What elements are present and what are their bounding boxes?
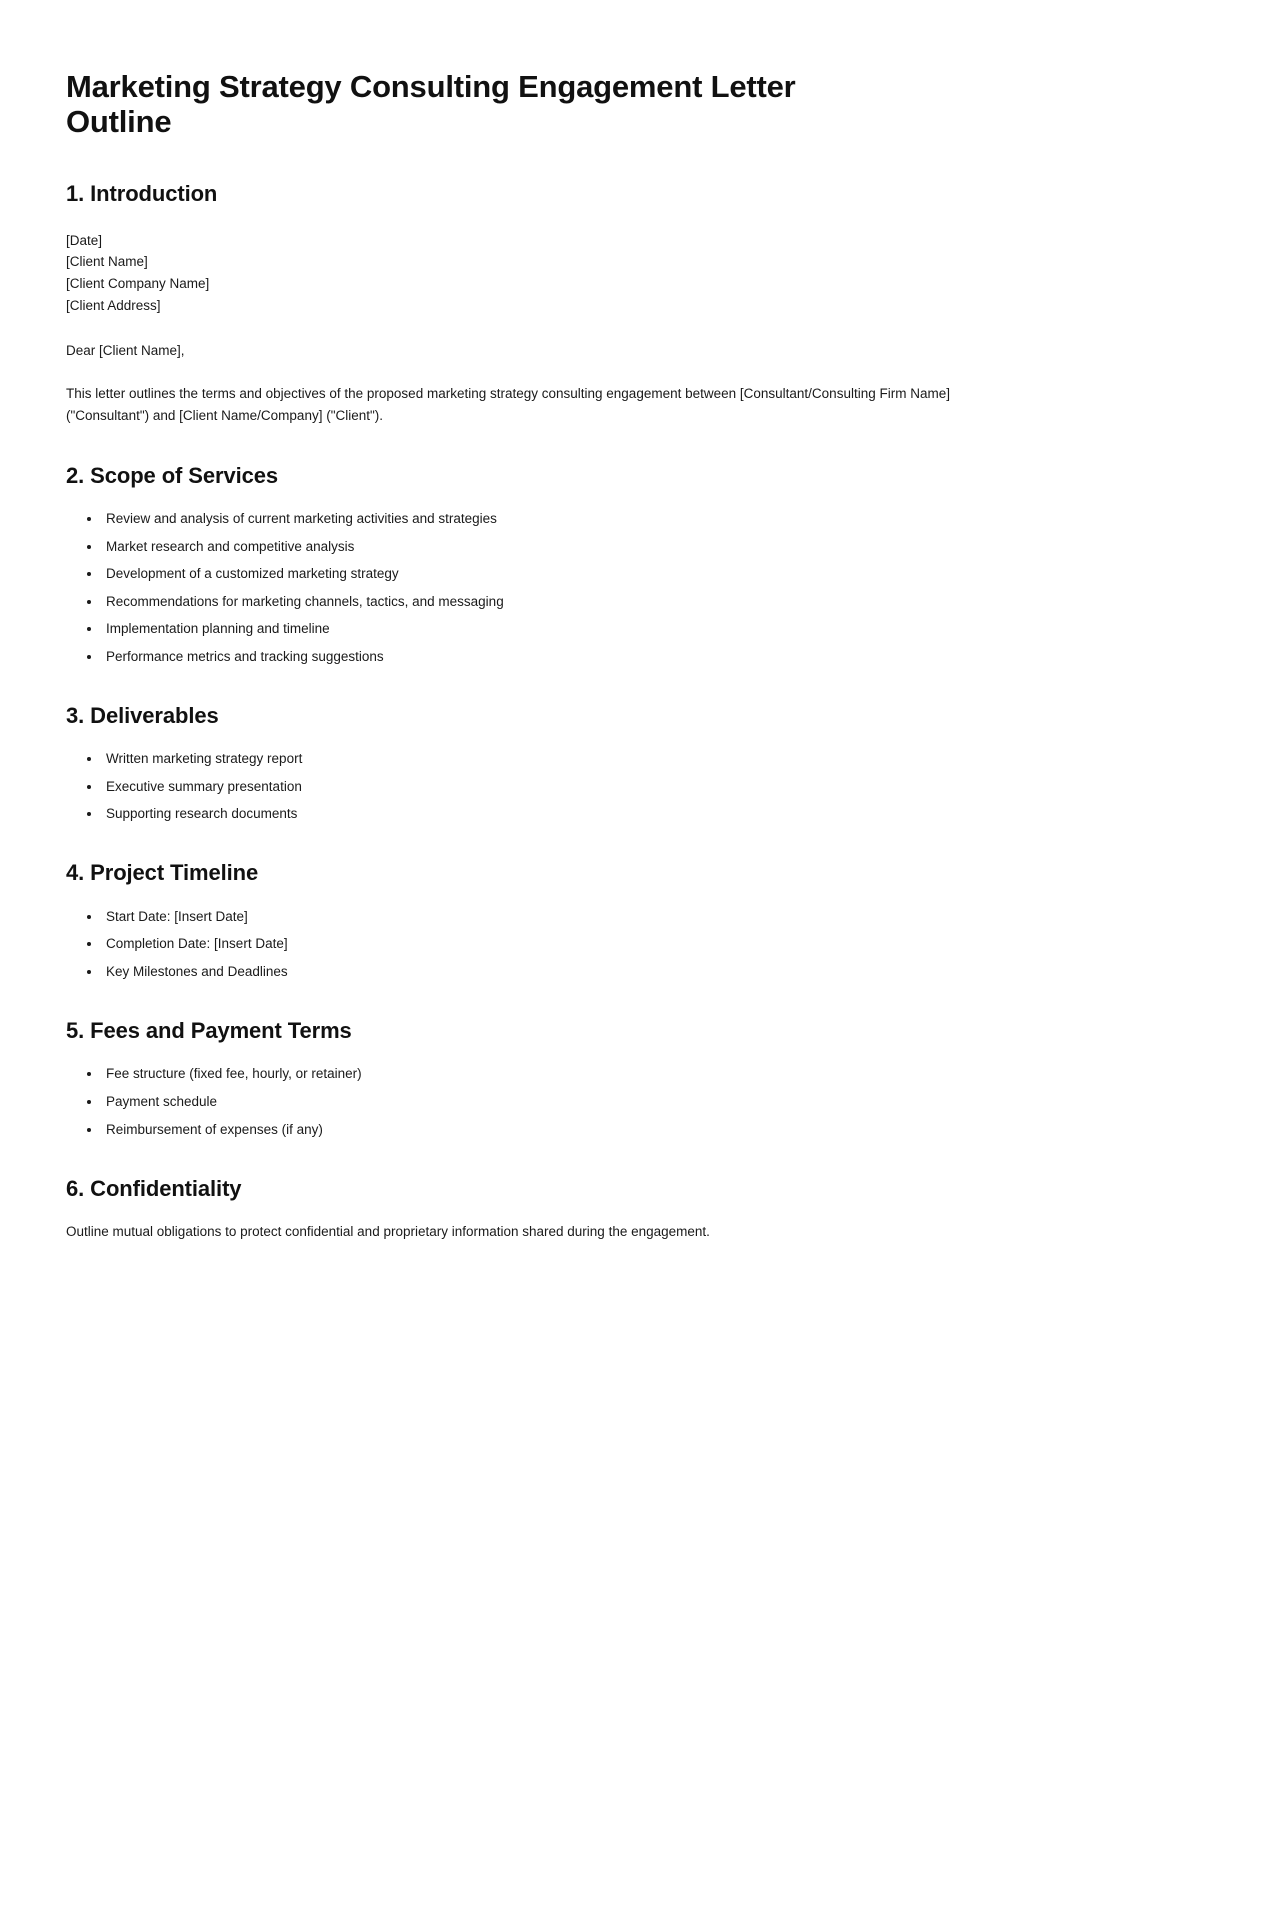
address-block (66, 230, 1197, 316)
address-line-client-name: [Client Name] (66, 254, 148, 270)
list-item: • Supporting research documents (102, 803, 1197, 824)
deliverables-list (66, 748, 1197, 824)
section-fees-and-payment-terms (66, 1018, 1197, 1140)
list-item: • Development of a customized marketing strategy (102, 563, 1197, 584)
section-heading-fees-and-payment-terms: 5. Fees and Payment Terms (66, 1018, 352, 1044)
list-item: • Market research and competitive analysis (102, 536, 1197, 557)
section-heading-project-timeline: 4. Project Timeline (66, 860, 259, 886)
list-item: • Implementation planning and timeline (102, 618, 1197, 639)
salutation: Dear [Client Name], (66, 343, 185, 359)
list-item: • Completion Date: [Insert Date] (102, 933, 1197, 954)
list-item: • Fee structure (fixed fee, hourly, or retainer) (102, 1063, 1197, 1084)
section-introduction (66, 181, 1197, 426)
scope-of-services-list (66, 508, 1197, 667)
list-item: • Key Milestones and Deadlines (102, 961, 1197, 982)
list-item: • Payment schedule (102, 1091, 1197, 1112)
section-deliverables (66, 703, 1197, 825)
list-item: • Executive summary presentation (102, 776, 1197, 797)
section-scope-of-services (66, 463, 1197, 667)
section-heading-deliverables: 3. Deliverables (66, 702, 219, 728)
section-confidentiality (66, 1176, 1197, 1243)
confidentiality-paragraph: Outline mutual obligations to protect confidential and proprietary information shared during the engagement. (66, 1223, 710, 1239)
address-line-client-address: [Client Address] (66, 297, 161, 313)
list-item: • Recommendations for marketing channels, tactics, and messaging (102, 591, 1197, 612)
list-item: • Reimbursement of expenses (if any) (102, 1119, 1197, 1140)
list-item: • Performance metrics and tracking suggestions (102, 646, 1197, 667)
address-line-date: [Date] (66, 232, 103, 248)
project-timeline-list (66, 906, 1197, 982)
section-heading-scope-of-services: 2. Scope of Services (66, 462, 278, 488)
section-heading-introduction: 1. Introduction (66, 181, 218, 207)
list-item: • Review and analysis of current marketing activities and strategies (102, 508, 1197, 529)
section-heading-confidentiality: 6. Confidentiality (66, 1175, 242, 1201)
list-item: • Start Date: [Insert Date] (102, 906, 1197, 927)
address-line-client-company: [Client Company Name] (66, 276, 210, 292)
page-title: Marketing Strategy Consulting Engagement Letter Outline (66, 69, 796, 139)
introduction-paragraph: This letter outlines the terms and objectives of the proposed marketing strategy consulting engagement between [Consultant/Consulting Firm Name] ("Consultant") and [Client Name/Company] ("Client"). (66, 386, 950, 423)
fees-and-payment-terms-list (66, 1063, 1197, 1139)
section-project-timeline (66, 860, 1197, 982)
list-item: • Written marketing strategy report (102, 748, 1197, 769)
